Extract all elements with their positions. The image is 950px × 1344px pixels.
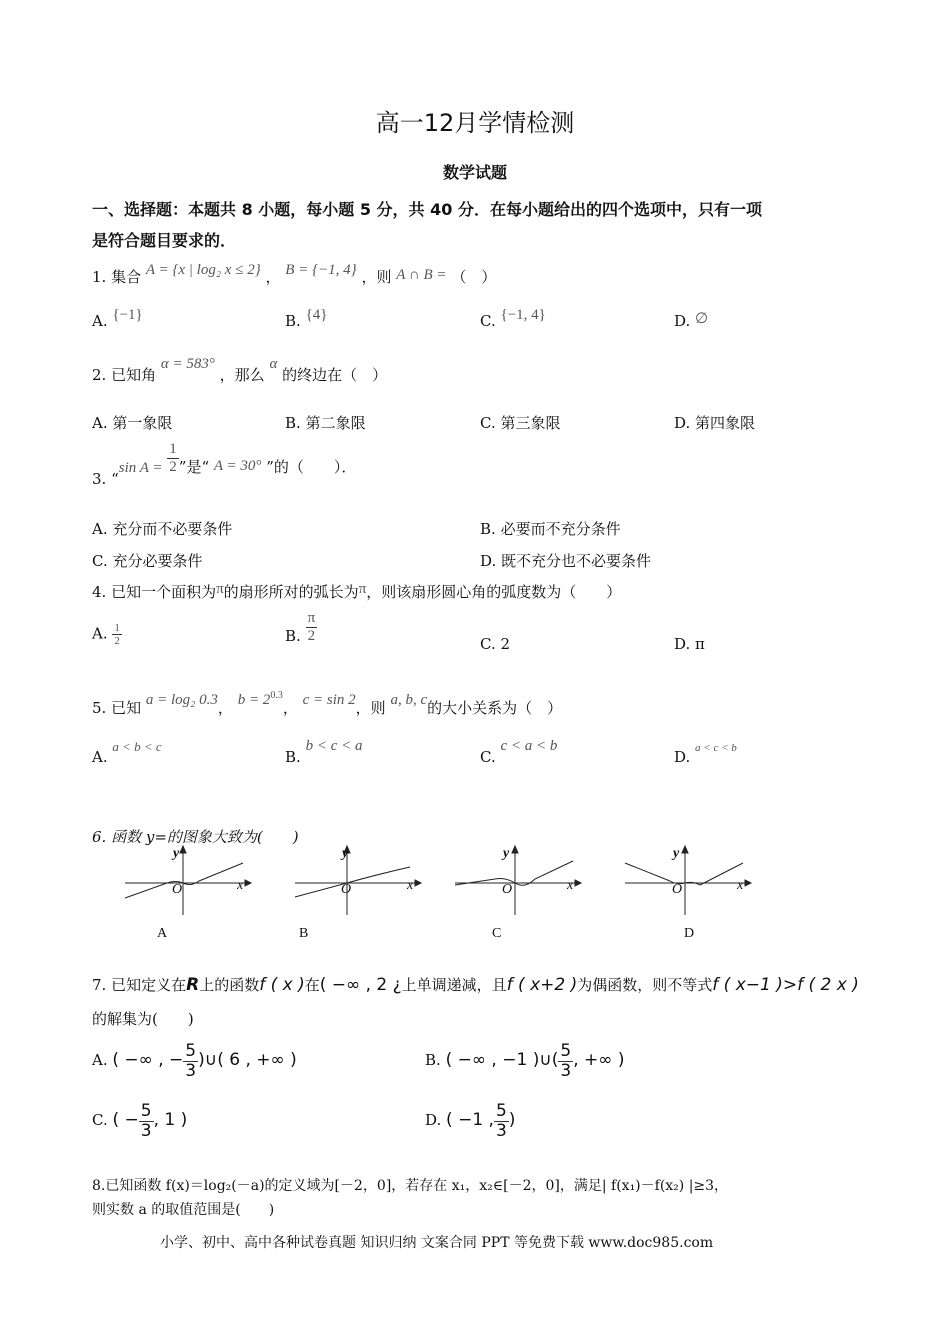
graph-c xyxy=(455,846,581,915)
question-6: 6. 函数 y=的图象大致为( ) xyxy=(92,828,299,846)
q1-set-b: B = {−1, 4} xyxy=(285,262,357,278)
graph-b-origin: O xyxy=(341,882,352,897)
q2-angle: α = 583° xyxy=(160,356,215,372)
question-8-line1: 8.已知函数 f(x)＝log₂(－a)的定义域为[－2，0]，若存在 x₁，x₂∈[－2，0]，满足| f(x₁)－f(x₂) |≥3， xyxy=(92,1178,729,1194)
q3-fraction: $\frac{1}{2}$ xyxy=(169,441,177,475)
page-title: 高一12月学情检测 xyxy=(375,109,575,137)
q2-option-d: D. 第四象限 xyxy=(674,414,756,432)
graph-label-a: A xyxy=(157,926,168,941)
question-7: 7. 已知定义在R上的函数f ( x )在( −∞ , 2 ¿上单调递减，且f ( x+2 )为偶函数，则不等式f ( x−1 )>f ( 2 x ) xyxy=(92,975,859,995)
question-8-line2: 则实数 a 的取值范围是( ) xyxy=(92,1202,275,1218)
q5-option-c: C. c < a < b xyxy=(480,738,558,766)
q7-option-d: D. ( −1 , $\frac{5}{3}$ ) xyxy=(425,1101,516,1141)
graph-a-origin: O xyxy=(172,882,183,897)
graph-d xyxy=(625,846,751,915)
q2-alpha: α xyxy=(269,356,278,372)
q1-set-a: A = {x | log₂ x ≤ 2} xyxy=(145,262,261,278)
graph-d-x-label: x xyxy=(737,878,744,893)
graph-c-x-label: x xyxy=(567,878,574,893)
graph-a-x-label: x xyxy=(237,878,244,893)
q3-angle: A = 30° xyxy=(213,458,262,474)
q2-tail: 的终边在（ ） xyxy=(282,366,388,384)
q1-sep: ， xyxy=(265,268,281,286)
q1-option-c: C. {−1, 4} xyxy=(480,307,546,330)
q3-mid: ”是“ xyxy=(178,458,210,476)
q4-option-a: A. $\frac{1}{2}$ xyxy=(92,622,120,648)
q7-option-c: C. ( − $\frac{5}{3}$ , 1 ) xyxy=(92,1101,188,1141)
graph-d-y-label: y xyxy=(673,846,680,861)
graph-b-x-label: x xyxy=(407,878,414,893)
graph-a xyxy=(125,846,251,915)
q1-option-d: D. ∅ xyxy=(674,311,709,330)
q2-option-a: A. 第一象限 xyxy=(92,414,173,432)
graph-b xyxy=(295,846,421,915)
q4-option-b: B. $\frac{\pi}{2}$ xyxy=(285,610,316,645)
question-3 xyxy=(92,441,357,488)
section-heading-line1: 一、选择题：本题共 8 小题，每小题 5 分，共 40 分．在每小题给出的四个选项中，只有一项 xyxy=(92,200,762,219)
graph-label-c: C xyxy=(492,926,502,941)
graph-c-y-label: y xyxy=(503,846,510,861)
q5-option-b: B. b < c < a xyxy=(285,738,363,766)
q3-option-b: B. 必要而不充分条件 xyxy=(480,520,621,538)
q5-option-a: A. a < b < c xyxy=(92,739,162,766)
q7-option-a: A. ( −∞ , − $\frac{5}{3}$ )∪( 6 , +∞ ) xyxy=(92,1041,297,1081)
q4-option-d: D. π xyxy=(674,635,705,653)
q1-tail: （ ） xyxy=(451,268,497,286)
q7-option-b: B. ( −∞ , −1 )∪( $\frac{5}{3}$ , +∞ ) xyxy=(425,1041,625,1081)
q3-option-c: C. 充分必要条件 xyxy=(92,552,203,570)
question-4: 4. 已知一个面积为π的扇形所对的弧长为π，则该扇形圆心角的弧度数为（ ） xyxy=(92,581,622,601)
q1-expr: A ∩ B = xyxy=(396,267,447,283)
graph-a-y-label: y xyxy=(173,846,180,861)
q2-mid: ，那么 xyxy=(219,366,265,384)
q3-option-d: D. 既不充分也不必要条件 xyxy=(480,552,652,570)
q2-option-c: C. 第三象限 xyxy=(480,414,561,432)
q3-tail: ”的（ ）． xyxy=(266,458,357,476)
graph-b-y-label: y xyxy=(342,846,349,861)
section-heading-line2: 是符合题目要求的． xyxy=(92,231,237,250)
question-7-line2: 的解集为( ) xyxy=(92,1010,194,1028)
question-1 xyxy=(92,262,497,287)
graph-label-d: D xyxy=(684,926,695,941)
q3-stem: 3. “ xyxy=(92,470,119,488)
graph-d-origin: O xyxy=(672,882,683,897)
q1-mid: ，则 xyxy=(361,268,392,286)
footer-text: 小学、初中、高中各种试卷真题 知识归纳 文案合同 PPT 等免费下载 www.doc985.com xyxy=(160,1235,714,1251)
q1-option-a: A. {−1} xyxy=(92,307,143,330)
q4-option-c: C. 2 xyxy=(480,635,511,653)
q3-sin: sin A = xyxy=(118,460,163,476)
question-2 xyxy=(92,356,388,385)
q3-option-a: A. 充分而不必要条件 xyxy=(92,520,233,538)
question-5: 5. 已知 a = log₂ 0.3， $b = 2^{0.3}$， c = sin 2，则 a, b, c的大小关系为（ ） xyxy=(92,690,563,717)
graph-label-b: B xyxy=(299,926,309,941)
q2-option-b: B. 第二象限 xyxy=(285,414,366,432)
q2-stem: 2. 已知角 xyxy=(92,366,157,384)
q1-stem: 1. 集合 xyxy=(92,268,142,286)
q5-option-d: D. $^{a < c < b}$ xyxy=(674,742,737,766)
page-subtitle: 数学试题 xyxy=(442,163,507,182)
q1-option-b: B. {4} xyxy=(285,307,328,330)
graph-c-origin: O xyxy=(502,882,513,897)
